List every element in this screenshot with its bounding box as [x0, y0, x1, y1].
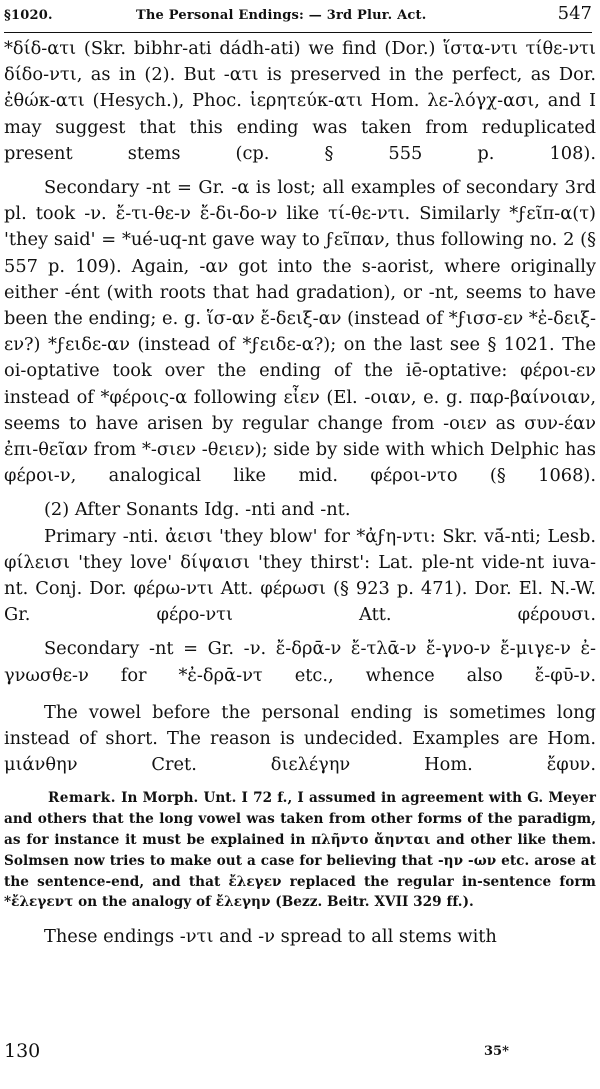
paragraph-secondary-nt: Secondary -nt = Gr. -α is lost; all examples of secondary 3rd pl. took -ν. ἔ-τι-θε-ν ἔ-δι-δο-ν like τί-θε-ντι. Similarly *ϝεῖπ-α(τ) 'they said' = *ué-uq-nt gave way to ϝεῖπαν, thus following no. 2 (§ 557 p. 109). Again, -αν got into the s-aorist, where originally either -ént (with roots that had gradation), or -nt, seems to have been the ending; e. g. ἵσ-αν ἔ-δειξ-αν (instead of *ϝισσ-εν *ἐ-δειξ-εν?) *ϝειδε-αν (instead of *ϝειδε-α?); on the last see § 1021. The oi-optative took over the ending of the iē-optative: φέροι-εν instead of *φέροις-α following εἶεν (El. -οιαν, e. g. παρ-βαίνοιαν, seems to have arisen by regular change from -οιεν as συν-έαν ἐπι-θεῖαν from *-σιεν -θειεν); side by side with which Delphic has φέροι-ν, analogical like mid. φέροι-ντο (§ 1068). [4, 177, 596, 487]
subsection-heading: (2) After Sonants Idg. -nti and -nt. [44, 499, 351, 521]
section-number: §1020. [4, 8, 53, 23]
signature-mark-left: 130 [4, 1040, 41, 1062]
chapter-title: The Personal Endings: — 3rd Plur. Act. [136, 8, 427, 23]
remark-note [4, 788, 596, 913]
body-text [4, 36, 596, 950]
page-number: 547 [557, 3, 592, 24]
paragraph-primary-nti: Primary -nti. ἀεισι 'they blow' for *ἀϝη-ντι: Skr. vā́-nti; Lesb. φίλεισι 'they love' δίψαισι 'they thirst': Lat. ple-nt vide-nt iuva-nt. Conj. Dor. φέρω-ντι Att. φέρωσι (§ 923 p. 471). Dor. El. N.-W. Gr. φέρο-ντι Att. φέρουσι. [4, 525, 596, 626]
running-head [4, 2, 592, 33]
paragraph-secondary-nt-2: Secondary -nt = Gr. -ν. ἔ-δρᾱ-ν ἔ-τλᾱ-ν ἔ-γνο-ν ἔ-μιγε-ν ἐ-γνωσθε-ν for *ἐ-δρᾱ-ντ etc., whence also ἔ-φῡ-ν. [4, 638, 596, 686]
closing-line: These endings -ντι and -ν spread to all stems with [44, 926, 497, 948]
paragraph-perfect-endings: *δίδ-ατι (Skr. bibhr-ati dádh-ati) we find (Dor.) ἵστα-ντι τίθε-ντι δίδο-ντι, as in (2). But -ατι is preserved in the perfect, as Dor. ἐθώκ-ατι (Hesych.), Phoc. ἱερητεύκ-ατι Hom. λε-λόγχ-ασι, and I may suggest that this ending was taken from reduplicated present stems (cp. § 555 p. 108). [4, 38, 596, 164]
paragraph-long-vowel: The vowel before the personal ending is sometimes long instead of short. The reason is undecided. Examples are Hom. μιάνθην Cret. διελέγην Hom. ἔφυν. [4, 701, 596, 776]
remark-label: Remark. [48, 790, 116, 807]
remark-text: In Morph. Unt. I 72 f., I assumed in agreement with G. Meyer and others that the long vowel was taken from other forms of the paradigm, as for instance it must be explained in πλῆντο ἄηνται and other like them. Solmsen now tries to make out a case for believing that -ην -ων etc. arose at the sentence-end, and that ἔλεγεν replaced the regular in-sentence form *ἔλεγεντ on the analogy of ἔλεγην (Bezz. Beitr. XVII 329 ff.). [4, 790, 596, 911]
signature-mark-right: 35* [484, 1044, 509, 1059]
